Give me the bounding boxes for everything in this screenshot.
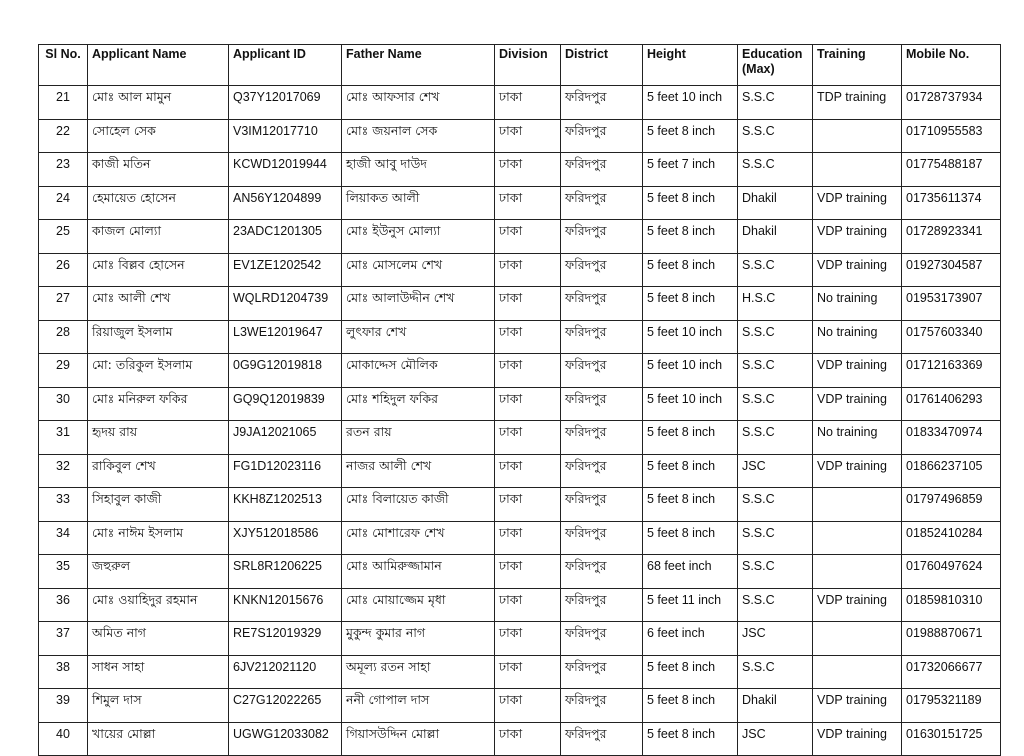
cell-training: VDP training <box>813 454 902 488</box>
cell-division: ঢাকা <box>495 689 561 723</box>
cell-mobile: 01760497624 <box>902 555 1001 589</box>
header-applicant-id: Applicant ID <box>229 45 342 86</box>
cell-division: ঢাকা <box>495 119 561 153</box>
cell-education: Dhakil <box>738 186 813 220</box>
cell-training: VDP training <box>813 253 902 287</box>
cell-mobile: 01728923341 <box>902 220 1001 254</box>
cell-training: No training <box>813 320 902 354</box>
cell-applicant-name: জহুরুল <box>88 555 229 589</box>
table-row <box>39 153 1001 187</box>
cell-mobile: 01953173907 <box>902 287 1001 321</box>
cell-district: ফরিদপুর <box>561 287 643 321</box>
cell-education: S.S.C <box>738 588 813 622</box>
cell-division: ঢাকা <box>495 320 561 354</box>
cell-father-name: মোঃ মোসলেম শেখ <box>342 253 495 287</box>
cell-training <box>813 622 902 656</box>
cell-sl: 24 <box>39 186 88 220</box>
cell-mobile: 01797496859 <box>902 488 1001 522</box>
cell-applicant-id: KCWD12019944 <box>229 153 342 187</box>
cell-district: ফরিদপুর <box>561 622 643 656</box>
table-row <box>39 588 1001 622</box>
cell-district: ফরিদপুর <box>561 186 643 220</box>
cell-father-name: নাজর আলী শেখ <box>342 454 495 488</box>
table-row <box>39 86 1001 120</box>
cell-mobile: 01795321189 <box>902 689 1001 723</box>
table-row <box>39 387 1001 421</box>
cell-education: JSC <box>738 454 813 488</box>
cell-training: VDP training <box>813 387 902 421</box>
cell-education: S.S.C <box>738 253 813 287</box>
cell-training <box>813 153 902 187</box>
cell-education: S.S.C <box>738 655 813 689</box>
cell-district: ফরিদপুর <box>561 588 643 622</box>
table-row <box>39 689 1001 723</box>
cell-height: 5 feet 10 inch <box>643 387 738 421</box>
cell-applicant-id: L3WE12019647 <box>229 320 342 354</box>
cell-division: ঢাকা <box>495 253 561 287</box>
cell-sl: 35 <box>39 555 88 589</box>
cell-division: ঢাকা <box>495 521 561 555</box>
cell-division: ঢাকা <box>495 220 561 254</box>
cell-applicant-name: অমিত নাগ <box>88 622 229 656</box>
cell-education: S.S.C <box>738 354 813 388</box>
cell-training: VDP training <box>813 220 902 254</box>
cell-sl: 38 <box>39 655 88 689</box>
cell-training <box>813 521 902 555</box>
cell-applicant-name: মোঃ আলী শেখ <box>88 287 229 321</box>
table-row <box>39 220 1001 254</box>
cell-district: ফরিদপুর <box>561 454 643 488</box>
cell-mobile: 01761406293 <box>902 387 1001 421</box>
header-mobile: Mobile No. <box>902 45 1001 86</box>
table-row <box>39 555 1001 589</box>
cell-district: ফরিদপুর <box>561 220 643 254</box>
cell-applicant-id: AN56Y1204899 <box>229 186 342 220</box>
table-row <box>39 186 1001 220</box>
cell-district: ফরিদপুর <box>561 488 643 522</box>
cell-mobile: 01712163369 <box>902 354 1001 388</box>
cell-mobile: 01833470974 <box>902 421 1001 455</box>
cell-education: S.S.C <box>738 153 813 187</box>
cell-father-name: মোঃ জয়নাল সেক <box>342 119 495 153</box>
cell-applicant-id: RE7S12019329 <box>229 622 342 656</box>
cell-education: S.S.C <box>738 320 813 354</box>
cell-district: ফরিদপুর <box>561 119 643 153</box>
cell-sl: 21 <box>39 86 88 120</box>
cell-sl: 23 <box>39 153 88 187</box>
cell-education: JSC <box>738 622 813 656</box>
cell-height: 5 feet 8 inch <box>643 722 738 756</box>
cell-division: ঢাকা <box>495 421 561 455</box>
cell-height: 6 feet inch <box>643 622 738 656</box>
cell-applicant-id: XJY512018586 <box>229 521 342 555</box>
cell-mobile: 01852410284 <box>902 521 1001 555</box>
cell-sl: 33 <box>39 488 88 522</box>
cell-district: ফরিদপুর <box>561 722 643 756</box>
cell-training: TDP training <box>813 86 902 120</box>
cell-mobile: 01735611374 <box>902 186 1001 220</box>
header-height: Height <box>643 45 738 86</box>
cell-applicant-name: কাজল মোল্যা <box>88 220 229 254</box>
cell-training: VDP training <box>813 689 902 723</box>
cell-applicant-name: কাজী মতিন <box>88 153 229 187</box>
cell-height: 5 feet 8 inch <box>643 689 738 723</box>
cell-height: 5 feet 10 inch <box>643 320 738 354</box>
cell-height: 5 feet 10 inch <box>643 354 738 388</box>
cell-applicant-name: সাধন সাহা <box>88 655 229 689</box>
cell-division: ঢাকা <box>495 454 561 488</box>
cell-height: 5 feet 8 inch <box>643 454 738 488</box>
cell-sl: 28 <box>39 320 88 354</box>
cell-district: ফরিদপুর <box>561 521 643 555</box>
cell-height: 5 feet 8 inch <box>643 488 738 522</box>
cell-education: S.S.C <box>738 421 813 455</box>
cell-applicant-name: মোঃ ওয়াহিদুর রহমান <box>88 588 229 622</box>
cell-applicant-id: J9JA12021065 <box>229 421 342 455</box>
cell-education: S.S.C <box>738 86 813 120</box>
cell-sl: 25 <box>39 220 88 254</box>
cell-father-name: মোঃ ইউনুস মোল্যা <box>342 220 495 254</box>
cell-district: ফরিদপুর <box>561 655 643 689</box>
cell-division: ঢাকা <box>495 722 561 756</box>
cell-applicant-id: SRL8R1206225 <box>229 555 342 589</box>
cell-height: 5 feet 8 inch <box>643 220 738 254</box>
cell-father-name: মোঃ মোয়াজ্জেম মৃধা <box>342 588 495 622</box>
cell-height: 5 feet 8 inch <box>643 287 738 321</box>
cell-applicant-name: মোঃ আল মামুন <box>88 86 229 120</box>
cell-sl: 37 <box>39 622 88 656</box>
cell-district: ফরিদপুর <box>561 253 643 287</box>
cell-applicant-id: C27G12022265 <box>229 689 342 723</box>
cell-district: ফরিদপুর <box>561 689 643 723</box>
cell-division: ঢাকা <box>495 488 561 522</box>
cell-applicant-name: শিমুল দাস <box>88 689 229 723</box>
cell-mobile: 01988870671 <box>902 622 1001 656</box>
cell-district: ফরিদপুর <box>561 153 643 187</box>
cell-applicant-id: V3IM12017710 <box>229 119 342 153</box>
header-row <box>39 45 1001 86</box>
cell-sl: 39 <box>39 689 88 723</box>
cell-applicant-name: হৃদয় রায় <box>88 421 229 455</box>
cell-applicant-id: 6JV212021120 <box>229 655 342 689</box>
cell-applicant-id: WQLRD1204739 <box>229 287 342 321</box>
cell-mobile: 01710955583 <box>902 119 1001 153</box>
cell-sl: 36 <box>39 588 88 622</box>
cell-father-name: হাজী আবু দাউদ <box>342 153 495 187</box>
cell-division: ঢাকা <box>495 387 561 421</box>
cell-father-name: গিয়াসউদ্দিন মোল্লা <box>342 722 495 756</box>
cell-applicant-name: মোঃ নাঈম ইসলাম <box>88 521 229 555</box>
cell-mobile: 01866237105 <box>902 454 1001 488</box>
cell-applicant-id: 0G9G12019818 <box>229 354 342 388</box>
cell-sl: 29 <box>39 354 88 388</box>
table-row <box>39 488 1001 522</box>
cell-education: S.S.C <box>738 387 813 421</box>
cell-training <box>813 119 902 153</box>
cell-training: VDP training <box>813 186 902 220</box>
cell-division: ঢাকা <box>495 186 561 220</box>
table-row <box>39 622 1001 656</box>
cell-applicant-name: সোহেল সেক <box>88 119 229 153</box>
cell-district: ফরিদপুর <box>561 421 643 455</box>
cell-father-name: মোঃ মোশারেফ শেখ <box>342 521 495 555</box>
cell-mobile: 01927304587 <box>902 253 1001 287</box>
table-row <box>39 521 1001 555</box>
cell-father-name: রতন রায় <box>342 421 495 455</box>
cell-applicant-id: EV1ZE1202542 <box>229 253 342 287</box>
cell-mobile: 01775488187 <box>902 153 1001 187</box>
cell-applicant-name: হেমায়েত হোসেন <box>88 186 229 220</box>
header-division: Division <box>495 45 561 86</box>
cell-father-name: মোঃ আফসার শেখ <box>342 86 495 120</box>
header-education: Education (Max) <box>738 45 813 86</box>
cell-father-name: মোকাদ্দেস মৌলিক <box>342 354 495 388</box>
table-row <box>39 722 1001 756</box>
cell-education: Dhakil <box>738 689 813 723</box>
cell-district: ফরিদপুর <box>561 387 643 421</box>
cell-training: No training <box>813 421 902 455</box>
cell-height: 5 feet 8 inch <box>643 119 738 153</box>
cell-mobile: 01859810310 <box>902 588 1001 622</box>
cell-applicant-id: 23ADC1201305 <box>229 220 342 254</box>
table-row <box>39 119 1001 153</box>
cell-applicant-name: রাকিবুল শেখ <box>88 454 229 488</box>
cell-education: S.S.C <box>738 521 813 555</box>
table-row <box>39 421 1001 455</box>
cell-height: 5 feet 8 inch <box>643 521 738 555</box>
cell-mobile: 01732066677 <box>902 655 1001 689</box>
cell-father-name: মোঃ বিলায়েত কাজী <box>342 488 495 522</box>
cell-education: S.S.C <box>738 119 813 153</box>
cell-applicant-name: খায়ের মোল্লা <box>88 722 229 756</box>
header-applicant-name: Applicant Name <box>88 45 229 86</box>
cell-applicant-name: সিহাবুল কাজী <box>88 488 229 522</box>
cell-division: ঢাকা <box>495 153 561 187</box>
cell-father-name: মোঃ আমিরুজ্জামান <box>342 555 495 589</box>
cell-training: No training <box>813 287 902 321</box>
cell-height: 68 feet inch <box>643 555 738 589</box>
cell-applicant-name: রিয়াজুল ইসলাম <box>88 320 229 354</box>
table-row <box>39 287 1001 321</box>
cell-district: ফরিদপুর <box>561 320 643 354</box>
cell-sl: 34 <box>39 521 88 555</box>
cell-father-name: মুকুন্দ কুমার নাগ <box>342 622 495 656</box>
header-father-name: Father Name <box>342 45 495 86</box>
cell-father-name: মোঃ আলাউদ্দীন শেখ <box>342 287 495 321</box>
cell-sl: 40 <box>39 722 88 756</box>
table-row <box>39 655 1001 689</box>
cell-education: H.S.C <box>738 287 813 321</box>
cell-father-name: অমূল্য রতন সাহা <box>342 655 495 689</box>
cell-sl: 22 <box>39 119 88 153</box>
cell-sl: 26 <box>39 253 88 287</box>
table-row <box>39 454 1001 488</box>
cell-applicant-id: KKH8Z1202513 <box>229 488 342 522</box>
header-sl: Sl No. <box>39 45 88 86</box>
table-row <box>39 320 1001 354</box>
cell-education: S.S.C <box>738 488 813 522</box>
cell-district: ফরিদপুর <box>561 86 643 120</box>
cell-mobile: 01757603340 <box>902 320 1001 354</box>
header-training: Training <box>813 45 902 86</box>
cell-applicant-id: KNKN12015676 <box>229 588 342 622</box>
cell-division: ঢাকা <box>495 354 561 388</box>
cell-division: ঢাকা <box>495 655 561 689</box>
cell-mobile: 01630151725 <box>902 722 1001 756</box>
cell-father-name: লুৎফার শেখ <box>342 320 495 354</box>
cell-district: ফরিদপুর <box>561 555 643 589</box>
cell-father-name: মোঃ শহিদুল ফকির <box>342 387 495 421</box>
cell-training: VDP training <box>813 722 902 756</box>
cell-training <box>813 488 902 522</box>
table-body <box>39 86 1001 756</box>
cell-applicant-name: মো: তরিকুল ইসলাম <box>88 354 229 388</box>
cell-division: ঢাকা <box>495 287 561 321</box>
cell-training: VDP training <box>813 588 902 622</box>
cell-height: 5 feet 8 inch <box>643 655 738 689</box>
applicant-table <box>38 44 1001 756</box>
cell-height: 5 feet 8 inch <box>643 186 738 220</box>
cell-division: ঢাকা <box>495 588 561 622</box>
cell-father-name: ননী গোপাল দাস <box>342 689 495 723</box>
cell-applicant-name: মোঃ মনিরুল ফকির <box>88 387 229 421</box>
cell-height: 5 feet 7 inch <box>643 153 738 187</box>
cell-applicant-id: Q37Y12017069 <box>229 86 342 120</box>
cell-sl: 27 <box>39 287 88 321</box>
table-row <box>39 354 1001 388</box>
cell-father-name: লিয়াকত আলী <box>342 186 495 220</box>
cell-division: ঢাকা <box>495 555 561 589</box>
cell-education: Dhakil <box>738 220 813 254</box>
cell-education: JSC <box>738 722 813 756</box>
table-row <box>39 253 1001 287</box>
cell-sl: 30 <box>39 387 88 421</box>
cell-division: ঢাকা <box>495 622 561 656</box>
cell-height: 5 feet 8 inch <box>643 421 738 455</box>
cell-training: VDP training <box>813 354 902 388</box>
cell-height: 5 feet 10 inch <box>643 86 738 120</box>
cell-applicant-id: GQ9Q12019839 <box>229 387 342 421</box>
cell-mobile: 01728737934 <box>902 86 1001 120</box>
cell-applicant-id: UGWG12033082 <box>229 722 342 756</box>
cell-division: ঢাকা <box>495 86 561 120</box>
cell-sl: 32 <box>39 454 88 488</box>
cell-applicant-id: FG1D12023116 <box>229 454 342 488</box>
header-district: District <box>561 45 643 86</box>
cell-education: S.S.C <box>738 555 813 589</box>
cell-sl: 31 <box>39 421 88 455</box>
cell-applicant-name: মোঃ বিল্লব হোসেন <box>88 253 229 287</box>
cell-district: ফরিদপুর <box>561 354 643 388</box>
cell-height: 5 feet 11 inch <box>643 588 738 622</box>
cell-training <box>813 555 902 589</box>
cell-height: 5 feet 8 inch <box>643 253 738 287</box>
cell-training <box>813 655 902 689</box>
